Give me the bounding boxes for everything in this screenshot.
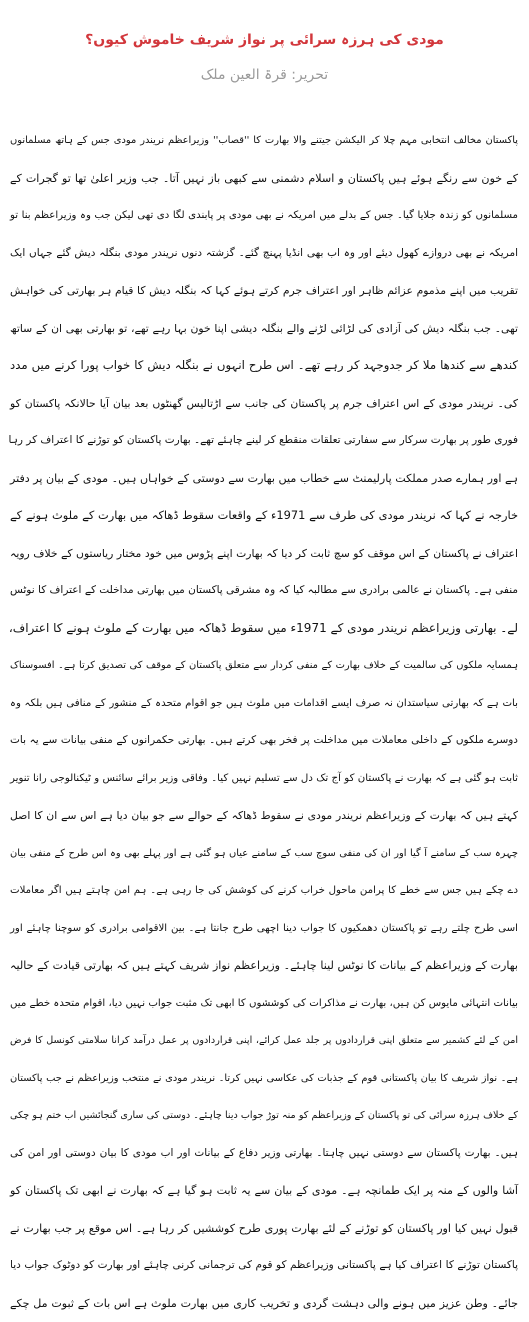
article-body-line: کے خلاف ہرزہ سرائی کی تو پاکستان کے وزیراعظم کو منہ توڑ جواب دینا چاہئے۔ دوستی کی ساری گنجائشیں اب ختم ہو چکی [10, 1097, 518, 1135]
article-body-line: ہیں۔ بھارت پاکستان سے دوستی نہیں چاہتا۔ بھارتی وزیر دفاع کے بیانات اور اب مودی کا بیان دوستی اور امن کی [10, 1135, 518, 1173]
article-body-line: قبول نہیں کیا اور پاکستان کو توڑنے کے لئے بھارت پوری طرح کوششیں کر رہا ہے۔ اس موقع پر جب بھارت نے [10, 1210, 518, 1248]
article-body-line: تقریب میں اپنے مذموم عزائم ظاہر اور اعتراف جرم کرتے ہوئے کہا کہ بنگلہ دیش کا قیام ہر بھارتی کی خواہش [10, 272, 518, 310]
article-body-line: بات ہے کہ بھارتی سیاستدان نہ صرف ایسے اقدامات میں ملوث ہیں جو اقوام متحدہ کے منشور کے منافی ہیں بلکہ وہ [10, 685, 518, 723]
article-body-line: دے چکے ہیں جس سے خطے کا پرامن ماحول خراب کرنے کی کوشش کی جا رہی ہے۔ ہم امن چاہتے ہیں اگر معاملات [10, 872, 518, 910]
article-body-line: منفی ہے۔ پاکستان نے عالمی برادری سے مطالبہ کیا کہ وہ مشرقی پاکستان میں بھارتی مداخلت کے اعتراف کا نوٹس [10, 572, 518, 610]
article-body-line: کی۔ نریندر مودی کے اس اعتراف جرم پر پاکستان کی جانب سے اڑتالیس گھنٹوں بعد بیان آیا حالانکہ پاکستان کو [10, 385, 518, 423]
article-body-line: بھارت کے وزیراعظم کے بیانات کا نوٹس لینا چاہئے۔ وزیراعظم نواز شریف کہتے ہیں کہ بھارتی قیادت کے حالیہ [10, 947, 518, 985]
article-body-line: اسی طرح چلتے رہے تو پاکستان دھمکیوں کا جواب دینا اچھی طرح جانتا ہے۔ بین الاقوامی برادری کو سوچنا چاہئے اور [10, 910, 518, 948]
article-body-line: آشا والوں کے منہ پر ایک طمانچہ ہے۔ مودی کے بیان سے یہ ثابت ہو گیا ہے کہ بھارت نے ابھی تک پاکستان کو [10, 1172, 518, 1210]
article-body-line: مسلمانوں کو زندہ جلایا گیا۔ جس کے بدلے میں امریکہ نے بھی مودی پر پابندی لگا دی تھی لیکن جب وہ وزیراعظم بنا تو [10, 197, 518, 235]
article-body-line: ہے۔ نواز شریف کا بیان پاکستانی قوم کے جذبات کی عکاسی نہیں کرتا۔ نریندر مودی نے منتخب وزیراعظم نے جب پاکستان [10, 1060, 518, 1098]
article-body-line: دوسرے ملکوں کے داخلی معاملات میں مداخلت پر فخر بھی کرتے ہیں۔ بھارتی حکمرانوں کے منفی بیانات سے یہ بات [10, 722, 518, 760]
article-body-line: لے۔ بھارتی وزیراعظم نریندر مودی کے 1971ء میں سقوط ڈھاکہ میں بھارت کے ملوث ہونے کا اعتراف، [10, 610, 518, 648]
article-body-line: امن کے لئے کشمیر سے متعلق اپنی قراردادوں پر جلد عمل کرائے، اپنی قراردادوں پر عمل درآمد کرانا سلامتی کونسل کا فرض [10, 1022, 518, 1060]
article-body-line: ہے اور ہمارے صدر مملکت پارلیمنٹ سے خطاب میں بھارت سے دوستی کے خواہاں ہیں۔ مودی کے بیان پر دفتر [10, 460, 518, 498]
article-body-line: بیانات انتہائی مایوس کن ہیں، بھارت نے مذاکرات کی کوششوں کا ابھی تک مثبت جواب نہیں دیا، اقوام متحدہ خطے میں [10, 985, 518, 1023]
article-body-line: کندھے سے کندھا ملا کر جدوجہد کر رہے تھے۔ اس طرح انہوں نے بنگلہ دیش کا خواب پورا کرنے میں مدد [10, 347, 518, 385]
article-body-line: جائے۔ وطن عزیز میں ہونے والی دہشت گردی و تخریب کاری میں بھارت ملوث ہے اس بات کے ثبوت مل چکے [10, 1285, 518, 1322]
article-body [10, 122, 518, 1256]
article-body-line: خارجہ نے کہا کہ نریندر مودی کی طرف سے 1971ء کے واقعات سقوط ڈھاکہ میں بھارت کے ملوث ہونے کے [10, 497, 518, 535]
article-body-line: ہمسایہ ملکوں کی سالمیت کے خلاف بھارت کے منفی کردار سے متعلق پاکستان کے موقف کی تصدیق کرتا ہے۔ افسوسناک [10, 647, 518, 685]
article-body-line: امریکہ نے بھی دروازے کھول دیئے اور وہ اب بھی انڈیا پہنچ گئے۔ گزشتہ دنوں نریندر مودی بنگلہ دیش گئے جہاں ایک [10, 235, 518, 273]
article-headline: مودی کی ہرزہ سرائی پر نواز شریف خاموش کیوں؟ [0, 13, 529, 67]
article-body-line: اعتراف نے پاکستان کے اس موقف کو سچ ثابت کر دیا کہ بھارت اپنے پڑوس میں خود مختار ریاستوں کے خلاف رویہ [10, 535, 518, 573]
article-body-line: کے خون سے رنگے ہوئے ہیں پاکستان و اسلام دشمنی سے کبھی باز نہیں آتا۔ جب وزیر اعلیٰ تھا تو گجرات کے [10, 160, 518, 198]
article-body-line: پاکستان توڑنے کا اعتراف کیا ہے پاکستانی وزیراعظم کو قوم کی ترجمانی کرنی چاہئے اور بھارت کو دوٹوک جواب دیا [10, 1247, 518, 1285]
article-body-line: ثابت ہو گئی ہے کہ بھارت نے پاکستان کو آج تک دل سے تسلیم نہیں کیا۔ وفاقی وزیر برائے سائنس و ٹیکنالوجی رانا تنویر [10, 760, 518, 798]
article-byline: تحریر: قرۃ العین ملک [0, 62, 529, 88]
article-body-line: فوری طور پر بھارت سرکار سے سفارتی تعلقات منقطع کر لینے چاہئے تھے۔ بھارت پاکستان کو توڑنے کا اعتراف کر رہا [10, 422, 518, 460]
article-body-line: کہتے ہیں کہ بھارت کے وزیراعظم نریندر مودی نے سقوط ڈھاکہ کے حوالے سے جو بیان دیا ہے اس سے ان کا اصل [10, 797, 518, 835]
article-body-line: چہرہ سب کے سامنے آ گیا اور ان کی منفی سوچ سب کے سامنے عیاں ہو گئی ہے اور پہلے بھی وہ اس طرح کے منفی بیان [10, 835, 518, 873]
article-body-line: پاکستان مخالف انتخابی مہم چلا کر الیکشن جیتنے والا بھارت کا ''قصاب'' وزیراعظم نریندر مودی جس کے ہاتھ مسلمانوں [10, 122, 518, 160]
article-body-line: تھی۔ جب بنگلہ دیش کی آزادی کی لڑائی لڑنے والے بنگلہ دیشی اپنا خون بہا رہے تھے، تو بھارتی بھی ان کے ساتھ [10, 310, 518, 348]
